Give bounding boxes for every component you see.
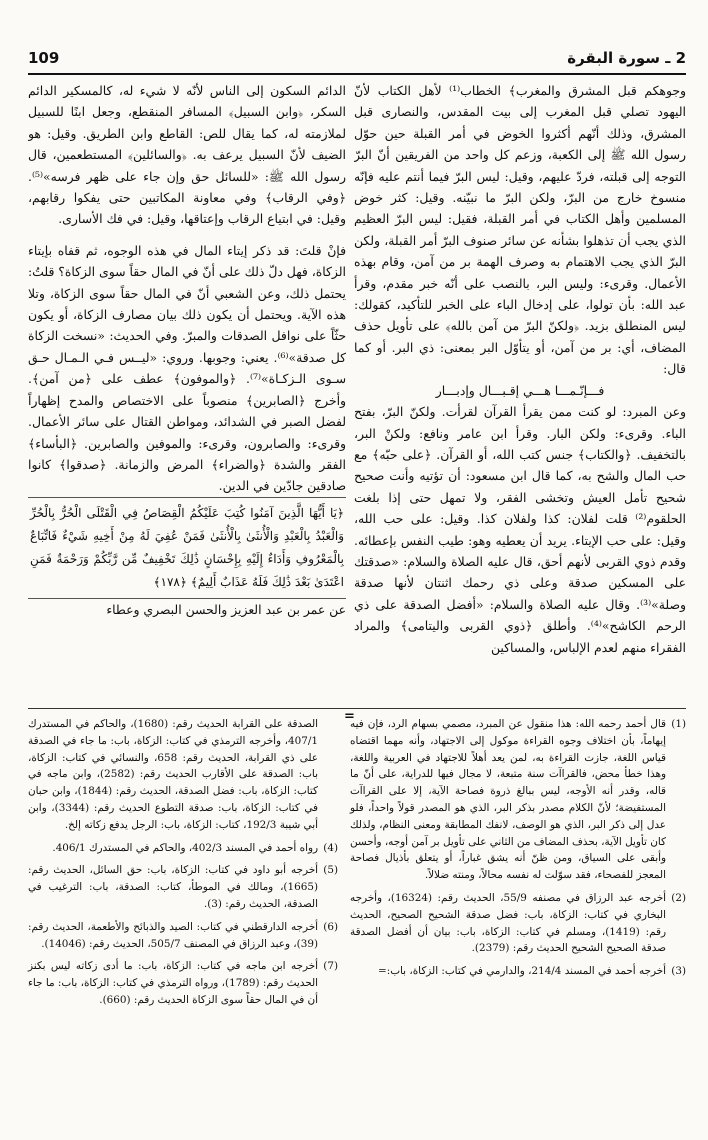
footnote [28, 862, 338, 912]
footnote-number [318, 716, 338, 834]
footnote [28, 840, 338, 857]
footnotes-left [28, 716, 338, 1015]
continuation-marker: = [344, 709, 355, 724]
footnote-number: (1) [671, 718, 686, 730]
footnotes-right [350, 716, 686, 986]
footnote-text: قال أحمد رحمه الله: هذا منقول عن المبرد، مصمي بسهام الرد، فإن فيه إيهاماً، بأن اختلاف وجوه القراءة موكول إلى الاجتهاد، وأنه مهما اقتضاه قياس اللغة، جازت القراءة به، لمن يعد أهلاً للاجتهاد في العربية واللغة، وهذا خطأ محض، فالقراآت سنة متبعة، لا مجال فيها للدراية، على أنّ ما قاله، وقدر أنه الأوجه، ليس ببالغ ذروة فصاحة الآية، إلا على القراآت المستفيضة؛ لأنّ الكلام مصدر بذكر البر، الذي هو المصدر قولاً واحداً، فلو عدل إلى ذكر البر، الذي هو الوصف، لانفك المطابقة ومعنى النظام، ولذلك كان تأويل الآية، بحذف المضاف من الثاني على تأويل بر آمن أوجه، وأحسن وأبقى على السياق، ومن ظنّ أنه يشق غباراً، أو يتعلق بأذيال فصاحة المعجز للفصحاء، فقد سوّلت له نفسه محالاً، ومنته ضلالاً. [350, 718, 666, 882]
paragraph: وعن المبرد: لو كنت ممن يقرأ القرآن لقرأت. ولكنّ البرّ، بفتح الباء. وقرىء: ولكن البار. وقرأ ابن عامر ونافع: ولكنْ البر، بالتخفيف. ﴿والكتاب﴾ جنس كتب الله، أو القرآن. ﴿على حبّه﴾ مع حب المال والشح به، كما قال ابن مسعود: أن تؤتيه وأنت صحيح شحيح تأمل العيش وتخشى الفقر، ولا تمهل حتى إذا بلغت الحلقوم⁽²⁾ قلت لفلان: كذا ولفلان كذا. وقيل: على حب الله، وقيل: على حب الإيتاء. يريد أن يعطيه وهو: طيب النفس بإعطائه. وقدم ذوي القربى لأنهم أحق، قال عليه الصلاة والسلام: «صدقتك على المسكين صدقة وعلى ذي رحمك اثنتان لأنها صدقة وصلة»⁽³⁾. وقال عليه الصلاة والسلام: «أفضل الصدقة على ذي الرحم الكاشح»⁽⁴⁾. وأطلق ﴿ذوي القربى واليتامى﴾ والمراد الفقراء منهم لعدم الإلباس، والمساكين [354, 404, 686, 655]
footnote-number: (2) [671, 891, 686, 904]
footnote-text: أخرجه ابن ماجه في كتاب: الزكاة، باب: ما أدى زكاته ليس بكنز الحديث رقم: (1789)، ورواه الترمذي في كتاب: الزكاة، باب: ما جاء أن في المال حقاً سوى الزكاة الحديث رقم: (660). [28, 960, 318, 1006]
footnote-number: (6) [323, 920, 338, 933]
footnote-text: أخرجه أبو داود في كتاب: الزكاة، باب: حق السائل، الحديث رقم: (1665)، ومالك في الموطأ، كتاب: الصدقة، باب: الترغيب في الصدقة، الحديث رقم: (3). [28, 864, 318, 910]
footnote-text: أخرجه عبد الرزاق في مصنفه 55/9، الحديث رقم: (16324)، وأخرجه البخاري في كتاب: الزكاة، باب: فضل صدقة الشحيح الصحيح، الحديث رقم: (1419)، ومسلم في كتاب: الزكاة، باب: بيان أن أفضل الصدقة صدقة الصحيح الشحيح الحديث رقم: (2379). [350, 891, 667, 955]
footnote [28, 958, 338, 1008]
footnote [350, 890, 686, 957]
poetry-verse: فـــإنّـمـــا هـــي إقـبـــال وإدبـــار [435, 382, 605, 398]
right-text-column [354, 80, 686, 700]
footnote-number: (3) [671, 965, 686, 978]
footnote [28, 919, 338, 953]
surah-title: 2 ـ سورة البقرة [567, 49, 686, 67]
paragraph: عن عمر بن عبد العزيز والحسن البصري وعطاء [106, 601, 346, 617]
footnote-number: (7) [323, 960, 338, 973]
page-number: 109 [28, 49, 60, 67]
footnote [350, 716, 686, 884]
footnote-rule [28, 708, 686, 709]
footnote-text: رواه أحمد في المسند 402/3، والحاكم في المستدرك 406/1. [52, 841, 318, 854]
footnote-continued [28, 716, 338, 834]
footnote-number: (5) [323, 864, 338, 877]
quran-verse-block: ﴿يَا أَيُّهَا الَّذِينَ آمَنُوا كُتِبَ عَلَيْكُمُ الْقِصَاصُ فِي الْقَتْلَى الْحُرُّ بِالْحُرِّ وَالْعَبْدُ بِالْعَبْدِ وَالْأُنثَىٰ بِالْأُنثَىٰ فَمَنْ عُفِيَ لَهُ مِنْ أَخِيهِ شَيْءٌ فَاتِّبَاعٌ بِالْمَعْرُوفِ وَأَدَاءٌ إِلَيْهِ بِإِحْسَانٍ ذَٰلِكَ تَخْفِيفٌ مِّن رَّبِّكُمْ وَرَحْمَةٌ فَمَنِ اعْتَدَىٰ بَعْدَ ذَٰلِكَ فَلَهُ عَذَابٌ أَلِيمٌ﴾ ﴿١٧٨﴾ [28, 497, 346, 599]
running-header [28, 46, 686, 70]
paragraph: الدائم السكون إلى الناس لأنّه لا شيء له، كالمسكير الدائم السكر، ﴿وابن السبيل﴾ المسافر المنقطع، وجعل ابنًا للسبيل لملازمته له، كما يقال للص: القاطع وابن الطريق. وقيل: هو الضيف لأنّ السبيل يرعف به. ﴿والسائلين﴾ المستطعمين، قال رسول الله ﷺ: «للسائل حق وإن جاء على ظهر فرسه»⁽⁵⁾. ﴿وفي الرقاب﴾ وفي معاونة المكاتبين حتى يفكوا رقابهم، وقيل: في ابتياع الرقاب وإعتاقها، وقيل: في فك الأسارى. [28, 83, 346, 227]
footnote-number: (4) [323, 841, 338, 854]
paragraph: وجوهكم قبل المشرق والمغرب﴾ الخطاب⁽¹⁾ لأهل الكتاب لأنّ اليهود تصلي قبل المغرب إلى بيت المقدس، والنصارى قبل المشرق، وذلك أنّهم أكثروا الخوض في أمر القبلة حين حوّل رسول الله ﷺ إلى الكعبة، وزعم كل واحد من الفريقين أنّ البرّ التوجه إلى قبلته، فردّ عليهم، وقيل: ليس البرّ فيما أنتم عليه فإنّه منسوخ خارج من البرّ، ولكن البرّ ما نبيّنه. وقيل: كثر خوض المسلمين وأهل الكتاب في أمر القبلة، فقيل: ليس البرّ العظيم الذي يجب أن تذهلوا بشأنه عن سائر صنوف البرّ أمر القبلة، ولكن البرّ الذي يجب الاهتمام به وصرف الهمة بر من آمن، وقام بهذه الأعمال. وقرىء: وليس البر، بالنصب على أنّه خبر مقدم، وقرأ عبد الله: بأن تولوا، على إدخال الباء على الخبر للتأكيد، كقولك: ليس المنطلق بزيد. ﴿ولكنّ البرّ من آمن بالله﴾ على تأويل حذف المضاف، أي: بر من آمن، أو يتأوّل البر بمعنى: ذي البر. أو كما قال: [354, 83, 686, 377]
footnote-text: الصدقة على القرابة الحديث رقم: (1680)، والحاكم في المستدرك 407/1، وأخرجه الترمذي في كتاب: الزكاة، باب: ما جاء في الصدقة على ذي القرابة، الحديث رقم: 658، والنسائي في كتاب: الزكاة، باب: الصدقة على الأقارب الحديث رقم: (2582)، وابن ماجه في كتاب: الزكاة، باب: فضل الصدقة، الحديث رقم: (1844)، وابن حبان في كتاب: الزكاة، باب: صدقة التطوع الحديث رقم: (3344)، وابن أبي شيبة 192/3، كتاب: الزكاة، باب: الرجل يدفع زكاته إلخ. [28, 718, 319, 831]
left-text-column [28, 80, 346, 700]
header-rule [28, 73, 686, 75]
footnote-text: أخرجه أحمد في المسند 214/4، والدارمي في كتاب: الزكاة، باب:= [378, 965, 666, 978]
footnote-text: أخرجه الدارقطني في كتاب: الصيد والذبائح والأطعمة، الحديث رقم: (39)، وعبد الرزاق في المصنف 505/7، الحديث رقم: (14046). [28, 920, 318, 950]
footnote [350, 963, 686, 980]
paragraph: فإنْ قلتَ: قد ذكر إيتاء المال في هذه الوجوه، ثم قفاه بإيتاء الزكاة، فهل دلّ ذلك على أنّ في المال حقاً سوى الزكاة؟ قلتُ: يحتمل ذلك، وعن الشعبي أنّ في المال حقاً سوى الزكاة، وتلا هذه الآية. ويحتمل أن يكون ذلك بيان مصارف الزكاة، أو يكون حثّاً على نوافل الصدقات والمبرّ. وفي الحديث: «نسخت الزكاة كل صدقة»⁽⁶⁾. يعني: وجوبها. وروي: «ليــس فـي الـمـال حـق سـوى الـزكـاة»⁽⁷⁾. ﴿والموفون﴾ عطف على ﴿من آمن﴾. وأخرج ﴿الصابرين﴾ منصوباً على الاختصاص والمدح إظهاراً لفضل الصبر في الشدائد، ومواطن القتال على سائر الأعمال. وقرىء: والصابرون، وقرىء: والموفين والصابرين. ﴿البأساء﴾ الفقر والشدة ﴿والضراء﴾ المرض والزمانة. ﴿صدقوا﴾ كانوا صادقين جادّين في الدين. [28, 242, 346, 494]
